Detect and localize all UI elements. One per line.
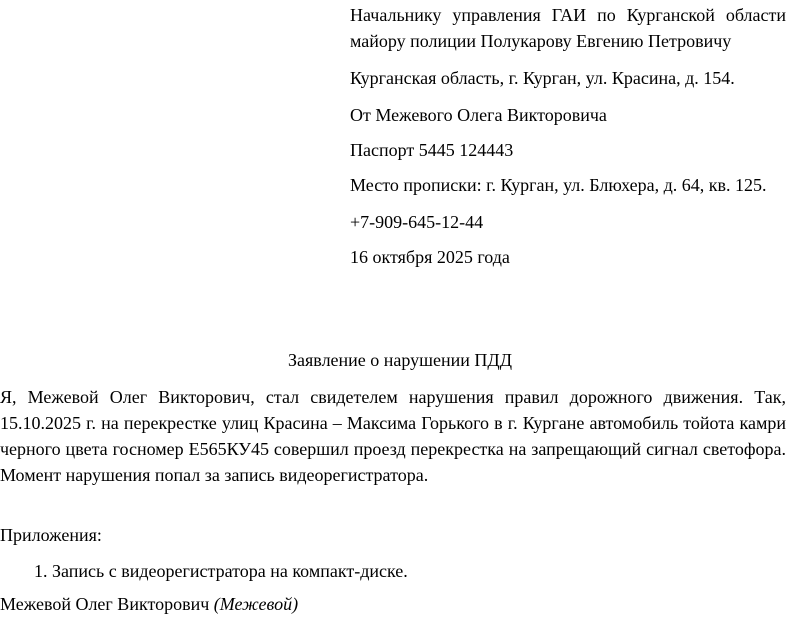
attachments-label: Приложения:: [0, 525, 102, 545]
sender-line: От Межевого Олега Викторовича: [350, 105, 607, 125]
registration-line: Место прописки: г. Курган, ул. Блюхера, д. 64, кв. 125.: [350, 175, 767, 195]
attachment-item: [0, 558, 408, 584]
document-title: Заявление о нарушении ПДД: [288, 350, 512, 370]
recipient-address: Курганская область, г. Курган, ул. Красина, д. 154.: [350, 68, 735, 88]
passport-line: Паспорт 5445 124443: [350, 140, 514, 160]
phone-line: +7-909-645-12-44: [350, 212, 484, 232]
attachment-number: 1.: [34, 561, 48, 581]
recipient-line: Начальнику управления ГАИ по Курганской области майору полиции Полукарову Евгению Петровичу: [350, 5, 786, 51]
signature-name: Межевой Олег Викторович: [0, 594, 210, 614]
statement-body: Я, Межевой Олег Викторович, стал свидетелем нарушения правил дорожного движения. Так, 15.10.2025 г. на перекрестке улиц Красина – Максима Горького в г. Кургане автомобиль тойота камри черного цвета госномер Е565КУ45 совершил проезд перекрестка на запрещающий сигнал светофора. Момент нарушения попал за запись видеорегистратора.: [0, 387, 786, 485]
date-line: 16 октября 2025 года: [350, 247, 510, 267]
addressee-block: [350, 2, 786, 279]
signature-mark: (Межевой): [213, 594, 299, 614]
signature-line: [0, 591, 298, 617]
attachment-text: Запись с видеорегистратора на компакт-диске.: [52, 561, 408, 581]
attachments-list: [0, 558, 408, 584]
